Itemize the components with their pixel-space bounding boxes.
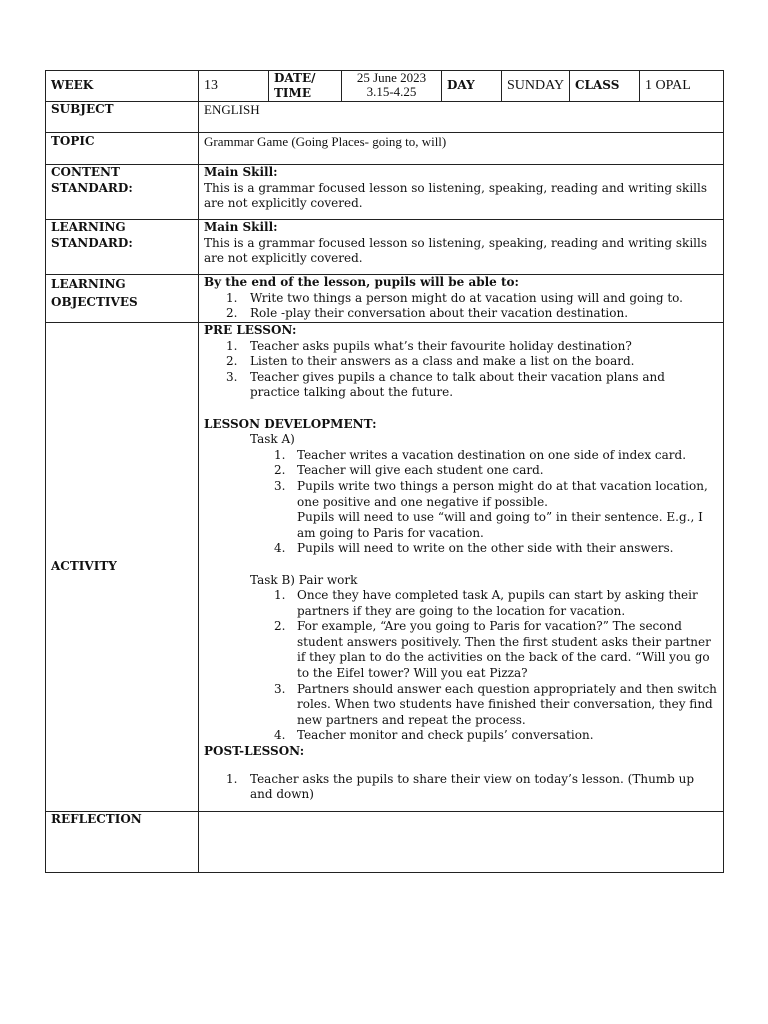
date-value: 25 June 2023 [356, 70, 427, 85]
subject-value: ENGLISH [199, 102, 724, 133]
list-item: 4. Pupils will need to write on the other side with their answers. [274, 541, 674, 556]
post-lesson-list [204, 772, 718, 803]
subject-label: SUBJECT [46, 102, 199, 133]
learning-standard-cell [199, 220, 724, 275]
day-value: SUNDAY [502, 71, 570, 102]
task-a-list [204, 448, 718, 557]
learning-objectives-label: LEARNING OBJECTIVES [46, 275, 199, 323]
activity-label: ACTIVITY [46, 323, 199, 812]
list-item: 2. Role -play their conversation about their vacation destination. [226, 306, 629, 321]
pre-lesson-heading: PRE LESSON: [204, 323, 297, 337]
learning-standard-row [46, 220, 724, 275]
list-item: 1. Teacher writes a vacation destination on one side of index card. [274, 447, 687, 462]
lesson-development-heading: LESSON DEVELOPMENT: [204, 416, 377, 431]
learning-standard-label: LEARNING STANDARD: [46, 220, 199, 275]
learning-objectives-heading: By the end of the lesson, pupils will be able to: [204, 275, 519, 289]
task-b-label: Task B) Pair work [250, 572, 358, 587]
time-value: 3.15-4.25 [366, 84, 417, 99]
subject-row [46, 102, 724, 133]
week-value: 13 [199, 71, 269, 102]
list-item: 2. For example, “Are you going to Paris for vacation?” The second student answers positively. Then the first student asks their partner if they plan to do the activities on the back of the card. “Will you go to the Eifel tower? Will you eat Pizza? [274, 619, 711, 681]
topic-label: TOPIC [46, 133, 199, 165]
list-item: 1. Write two things a person might do at vacation using will and going to. [226, 290, 683, 305]
content-standard-row [46, 165, 724, 220]
content-standard-label: CONTENT STANDARD: [46, 165, 199, 220]
reflection-label: REFLECTION [46, 812, 199, 873]
list-item: 1. Teacher asks pupils what’s their favourite holiday destination? [226, 338, 632, 353]
task-b-list [204, 588, 718, 744]
activity-cell [199, 323, 724, 812]
content-standard-heading: Main Skill: [204, 165, 278, 179]
lesson-plan-table [45, 70, 724, 873]
list-item: 2. Listen to their answers as a class and make a list on the board. [226, 354, 635, 369]
pre-lesson-list [204, 339, 718, 401]
content-standard-text: This is a grammar focused lesson so listening, speaking, reading and writing skills are not explicitly covered. [204, 180, 708, 211]
reflection-value [199, 812, 724, 873]
week-label: WEEK [46, 71, 199, 102]
reflection-row [46, 812, 724, 873]
topic-row [46, 133, 724, 165]
class-label: CLASS [570, 71, 640, 102]
list-item: 4. Teacher monitor and check pupils’ conversation. [274, 728, 594, 743]
learning-objectives-cell [199, 275, 724, 323]
lesson-plan-sheet [45, 70, 723, 873]
date-time-value [342, 71, 442, 102]
activity-row [46, 323, 724, 812]
learning-objectives-row [46, 275, 724, 323]
content-standard-cell [199, 165, 724, 220]
learning-standard-heading: Main Skill: [204, 220, 278, 234]
objectives-list [204, 291, 718, 322]
date-time-label: DATE/ TIME [269, 71, 342, 102]
list-item: 3. Partners should answer each question appropriately and then switch roles. When two students have finished their conversation, they find new partners and repeat the process. [274, 681, 717, 727]
topic-value: Grammar Game (Going Places- going to, will) [199, 133, 724, 165]
list-item: 1. Once they have completed task A, pupils can start by asking their partners if they are going to the location for vacation. [274, 588, 698, 618]
learning-standard-text: This is a grammar focused lesson so listening, speaking, reading and writing skills are not explicitly covered. [204, 235, 708, 266]
header-row [46, 71, 724, 102]
list-item: 3. Teacher gives pupils a chance to talk about their vacation plans and practice talking about the future. [226, 369, 665, 400]
list-item: 2. Teacher will give each student one card. [274, 463, 544, 478]
day-label: DAY [442, 71, 502, 102]
list-item: 1. Teacher asks the pupils to share their view on today’s lesson. (Thumb up and down) [226, 771, 695, 802]
post-lesson-heading: POST-LESSON: [204, 744, 305, 759]
list-item: 3. Pupils write two things a person might do at that vacation location, one positive and one negative if possible. Pupils will need to use “will and going to” in their sentence. E.g., I am going to Paris for vacation. [274, 478, 708, 540]
class-value: 1 OPAL [640, 71, 724, 102]
task-a-label: Task A) [250, 432, 295, 447]
